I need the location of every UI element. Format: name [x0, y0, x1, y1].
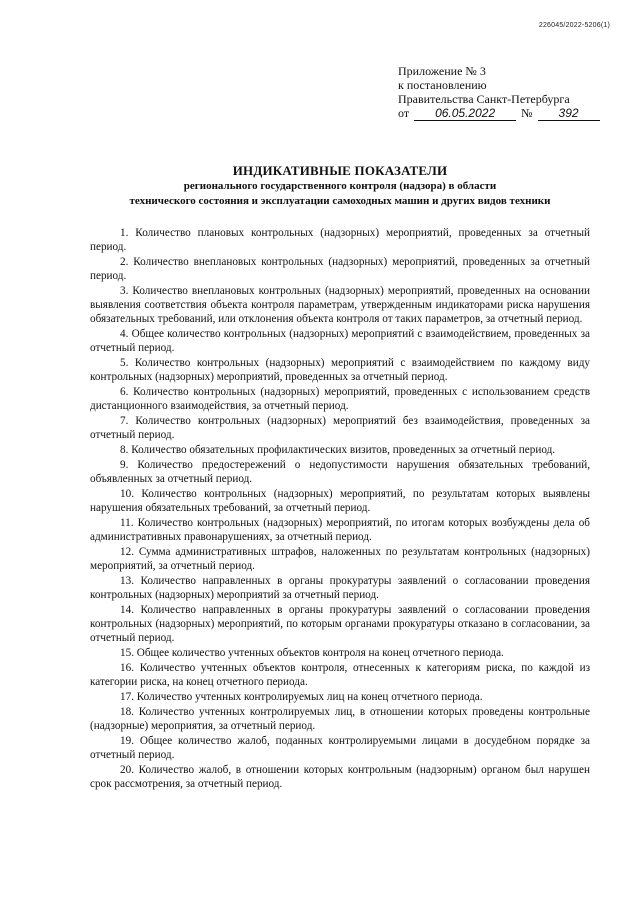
list-item: 18. Количество учтенных контролируемых лиц, в отношении которых проведены контрольные (надзорные) мероприятия, за отчетный период. [90, 706, 590, 732]
list-item: 12. Сумма административных штрафов, наложенных по результатам контрольных (надзорных) мероприятий, за отчетный период. [90, 546, 590, 572]
number-value: 392 [538, 107, 600, 121]
list-item: 3. Количество внеплановых контрольных (надзорных) мероприятий, проведенных на основании выявления соответствия объекта контроля параметрам, утвержденным индикаторами риска нарушения обязательных требований, или отклонения объекта контроля от таких параметров, за отчетный период. [90, 285, 590, 325]
subtitle-line-2: технического состояния и эксплуатации самоходных машин и других видов техники [129, 195, 551, 207]
date-prefix: от [398, 106, 410, 120]
list-item: 13. Количество направленных в органы прокуратуры заявлений о согласовании проведения контрольных (надзорных) мероприятий за отчетный период. [90, 575, 590, 601]
list-item: 19. Общее количество жалоб, поданных контролируемыми лицами в досудебном порядке за отчетный период. [90, 735, 590, 761]
date-value: 06.05.2022 [414, 107, 516, 121]
document-heading [90, 162, 590, 209]
document-id: 226045/2022-5206(1) [538, 22, 610, 29]
indicator-list [90, 226, 590, 792]
appendix-line-3: Правительства Санкт-Петербурга [398, 92, 570, 106]
list-item: 7. Количество контрольных (надзорных) мероприятий без взаимодействия, проведенных за отчетный период. [90, 415, 590, 441]
list-item: 11. Количество контрольных (надзорных) мероприятий, по итогам которых возбуждены дела об административных правонарушениях, за отчетный период. [90, 517, 590, 543]
list-item: 5. Количество контрольных (надзорных) мероприятий с взаимодействием по каждому виду контрольных (надзорных) мероприятий, проведенных за отчетный период. [90, 357, 590, 383]
list-item: 8. Количество обязательных профилактических визитов, проведенных за отчетный период. [120, 444, 556, 456]
page-title: ИНДИКАТИВНЫЕ ПОКАЗАТЕЛИ [232, 163, 448, 178]
list-item: 9. Количество предостережений о недопустимости нарушения обязательных требований, объявленных за отчетный период. [90, 459, 590, 485]
list-item: 15. Общее количество учтенных объектов контроля на конец отчетного периода. [120, 647, 504, 659]
list-item: 10. Количество контрольных (надзорных) мероприятий, по результатам которых выявлены нарушения обязательных требований, за отчетный период. [90, 488, 590, 514]
subtitle-line-1: регионального государственного контроля (надзора) в области [183, 180, 497, 192]
list-item: 6. Количество контрольных (надзорных) мероприятий, проведенных с использованием средств дистанционного взаимодействия, за отчетный период. [90, 386, 590, 412]
list-item: 16. Количество учтенных объектов контроля, отнесенных к категориям риска, по каждой из категории риска, на конец отчетного периода. [90, 662, 590, 688]
appendix-line-2: к постановлению [398, 78, 487, 92]
list-item: 20. Количество жалоб, в отношении которых контрольным (надзорным) органом был нарушен срок рассмотрения, за отчетный период. [90, 764, 590, 790]
list-item: 17. Количество учтенных контролируемых лиц на конец отчетного периода. [120, 691, 483, 703]
appendix-line-1: Приложение № 3 [398, 64, 486, 78]
appendix-date-line [398, 106, 608, 121]
list-item: 14. Количество направленных в органы прокуратуры заявлений о согласовании проведения контрольных (надзорных) мероприятий, по которым органами прокуратуры отказано в согласовании, за отчетный период. [90, 604, 590, 644]
number-prefix: № [521, 106, 533, 120]
list-item: 1. Количество плановых контрольных (надзорных) мероприятий, проведенных за отчетный период. [90, 227, 590, 253]
list-item: 4. Общее количество контрольных (надзорных) мероприятий с взаимодействием, проведенных за отчетный период. [90, 328, 590, 354]
appendix-block [398, 64, 608, 121]
list-item: 2. Количество внеплановых контрольных (надзорных) мероприятий, проведенных за отчетный период. [90, 256, 590, 282]
